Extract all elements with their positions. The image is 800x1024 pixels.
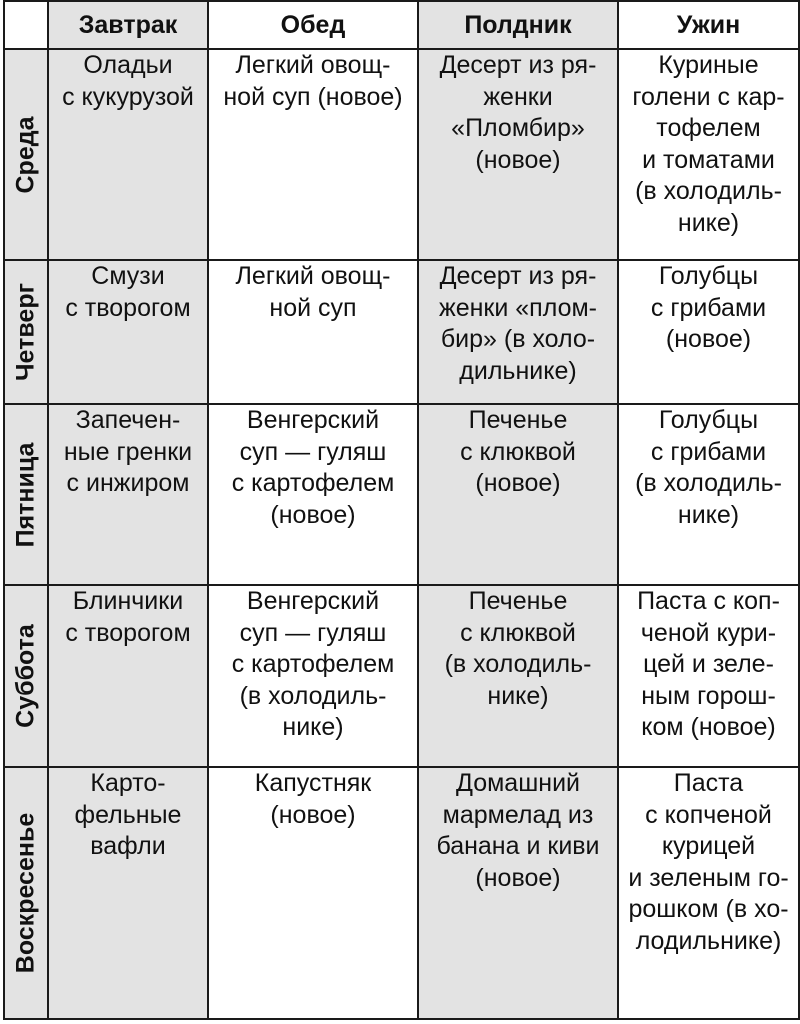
meal-text-line: Голубцы [658, 406, 759, 434]
meal-cell-dinner [618, 585, 799, 767]
meal-text-line: Десерт из ря- [439, 262, 597, 290]
meal-text-line: с грибами [650, 293, 767, 322]
meal-text-line: Десерт из ря- [439, 51, 597, 79]
header-breakfast: Завтрак [48, 1, 208, 49]
meal-text-line: нике) [677, 208, 740, 237]
meal-cell-breakfast [48, 767, 208, 1019]
meal-text-line: Легкий овощ- [235, 262, 391, 290]
day-name: Четверг [11, 282, 40, 382]
meal-text-line: с инжиром [66, 469, 190, 497]
meal-cell-afternoon-snack [418, 49, 618, 260]
meal-text-line: курицей [661, 832, 756, 860]
meal-text-line: рошком (в хо- [628, 895, 789, 923]
meal-text-line: (новое) [475, 145, 561, 174]
meal-text-line: Смузи [91, 262, 165, 290]
meal-text-line: (новое) [270, 500, 356, 529]
meal-cell-afternoon-snack [418, 585, 618, 767]
meal-text-line: ком (новое) [641, 713, 776, 741]
meal-text-line: женки [483, 82, 553, 111]
day-label-saturday [4, 585, 48, 767]
meal-text-line: мармелад из [442, 800, 594, 829]
meal-text-line: ные гренки [63, 437, 193, 466]
meal-text-line: ченой кури- [640, 618, 777, 647]
meal-text-line: и томатами [642, 145, 775, 174]
meal-text-line: цей и зеле- [643, 650, 774, 678]
meal-text-line: Запечен- [75, 406, 181, 434]
meal-text-line: «Пломбир» [451, 114, 585, 142]
meal-text-line: с картофелем [231, 469, 395, 497]
meal-text-line: (в холодиль- [635, 177, 782, 205]
meal-text-line: Капустняк [254, 769, 372, 797]
meal-cell-afternoon-snack [418, 260, 618, 404]
day-label-thursday [4, 260, 48, 404]
meal-text-line: суп — гуляш [239, 618, 387, 647]
meal-cell-dinner [618, 49, 799, 260]
meal-text-line: тофелем [656, 114, 761, 142]
header-afternoon-snack: Полдник [418, 1, 618, 49]
meal-cell-lunch [208, 767, 418, 1019]
day-name: Пятница [11, 442, 40, 547]
meal-text-line: Блинчики [72, 587, 184, 615]
meal-text-line: ной суп (новое) [223, 82, 403, 111]
meal-text-line: лодильнике) [635, 926, 782, 955]
meal-text-line: (в холодиль- [444, 650, 592, 678]
meal-cell-afternoon-snack [418, 404, 618, 585]
meal-text-line: (в холодиль- [239, 681, 387, 710]
table-row-friday [4, 404, 799, 585]
meal-cell-lunch [208, 404, 418, 585]
meal-cell-breakfast [48, 585, 208, 767]
meal-text-line: Печенье [468, 587, 568, 615]
meal-text-line: с картофелем [231, 650, 395, 678]
meal-text-line: голени с кар- [632, 82, 785, 111]
meal-cell-lunch [208, 260, 418, 404]
meal-text-line: Венгерский [246, 406, 380, 434]
meal-cell-lunch [208, 585, 418, 767]
meal-text-line: Паста с коп- [637, 587, 780, 615]
day-label-wednesday [4, 49, 48, 260]
meal-text-line: вафли [90, 832, 166, 860]
meal-cell-dinner [618, 260, 799, 404]
day-label-sunday [4, 767, 48, 1019]
meal-text-line: ной суп [269, 293, 357, 322]
meal-cell-afternoon-snack [418, 767, 618, 1019]
meal-text-line: Печенье [468, 406, 568, 434]
meal-text-line: (новое) [270, 800, 356, 829]
meal-text-line: с клюквой [460, 437, 576, 466]
table-row-saturday [4, 585, 799, 767]
meal-text-line: дильнике) [459, 356, 577, 385]
meal-text-line: Карто- [90, 769, 166, 797]
meal-text-line: нике) [487, 681, 549, 710]
table-row-wednesday [4, 49, 799, 260]
meal-text-line: Легкий овощ- [235, 51, 391, 79]
meal-text-line: Венгерский [246, 587, 380, 615]
meal-text-line: женки «плом- [438, 293, 597, 322]
weekly-menu-table [3, 0, 800, 1020]
meal-text-line: нике) [677, 500, 740, 529]
meal-text-line: с копченой [645, 800, 772, 829]
meal-text-line: с клюквой [460, 618, 576, 647]
header-row [4, 1, 799, 49]
meal-text-line: с творогом [65, 293, 191, 322]
meal-cell-dinner [618, 767, 799, 1019]
day-label-friday [4, 404, 48, 585]
header-lunch: Обед [208, 1, 418, 49]
meal-text-line: Куриные [658, 51, 759, 79]
meal-text-line: банана и киви [436, 832, 600, 860]
meal-text-line: Паста [673, 769, 744, 797]
meal-text-line: ным горош- [641, 681, 776, 710]
meal-cell-breakfast [48, 260, 208, 404]
header-dinner: Ужин [618, 1, 799, 49]
meal-text-line: суп — гуляш [239, 437, 387, 466]
meal-text-line: (в холодиль- [635, 469, 782, 497]
meal-text-line: фельные [74, 800, 182, 829]
meal-cell-dinner [618, 404, 799, 585]
meal-text-line: и зеленым го- [628, 863, 789, 892]
meal-text-line: Домашний [456, 769, 580, 797]
meal-text-line: Голубцы [658, 262, 759, 290]
meal-text-line: бир» (в холо- [440, 325, 596, 353]
corner-cell [4, 1, 48, 49]
table-row-sunday [4, 767, 799, 1019]
meal-text-line: (новое) [665, 325, 752, 353]
day-name: Воскресенье [11, 812, 40, 974]
meal-text-line: с кукурузой [62, 82, 194, 111]
table-row-thursday [4, 260, 799, 404]
meal-cell-lunch [208, 49, 418, 260]
meal-text-line: нике) [282, 713, 344, 741]
day-name: Суббота [11, 624, 40, 728]
meal-cell-breakfast [48, 404, 208, 585]
meal-text-line: (новое) [475, 469, 561, 497]
meal-text-line: с грибами [650, 437, 767, 466]
meal-text-line: с творогом [65, 618, 191, 647]
meal-cell-breakfast [48, 49, 208, 260]
meal-text-line: (новое) [475, 863, 561, 892]
day-name: Среда [11, 115, 40, 194]
meal-text-line: Оладьи [83, 51, 173, 79]
